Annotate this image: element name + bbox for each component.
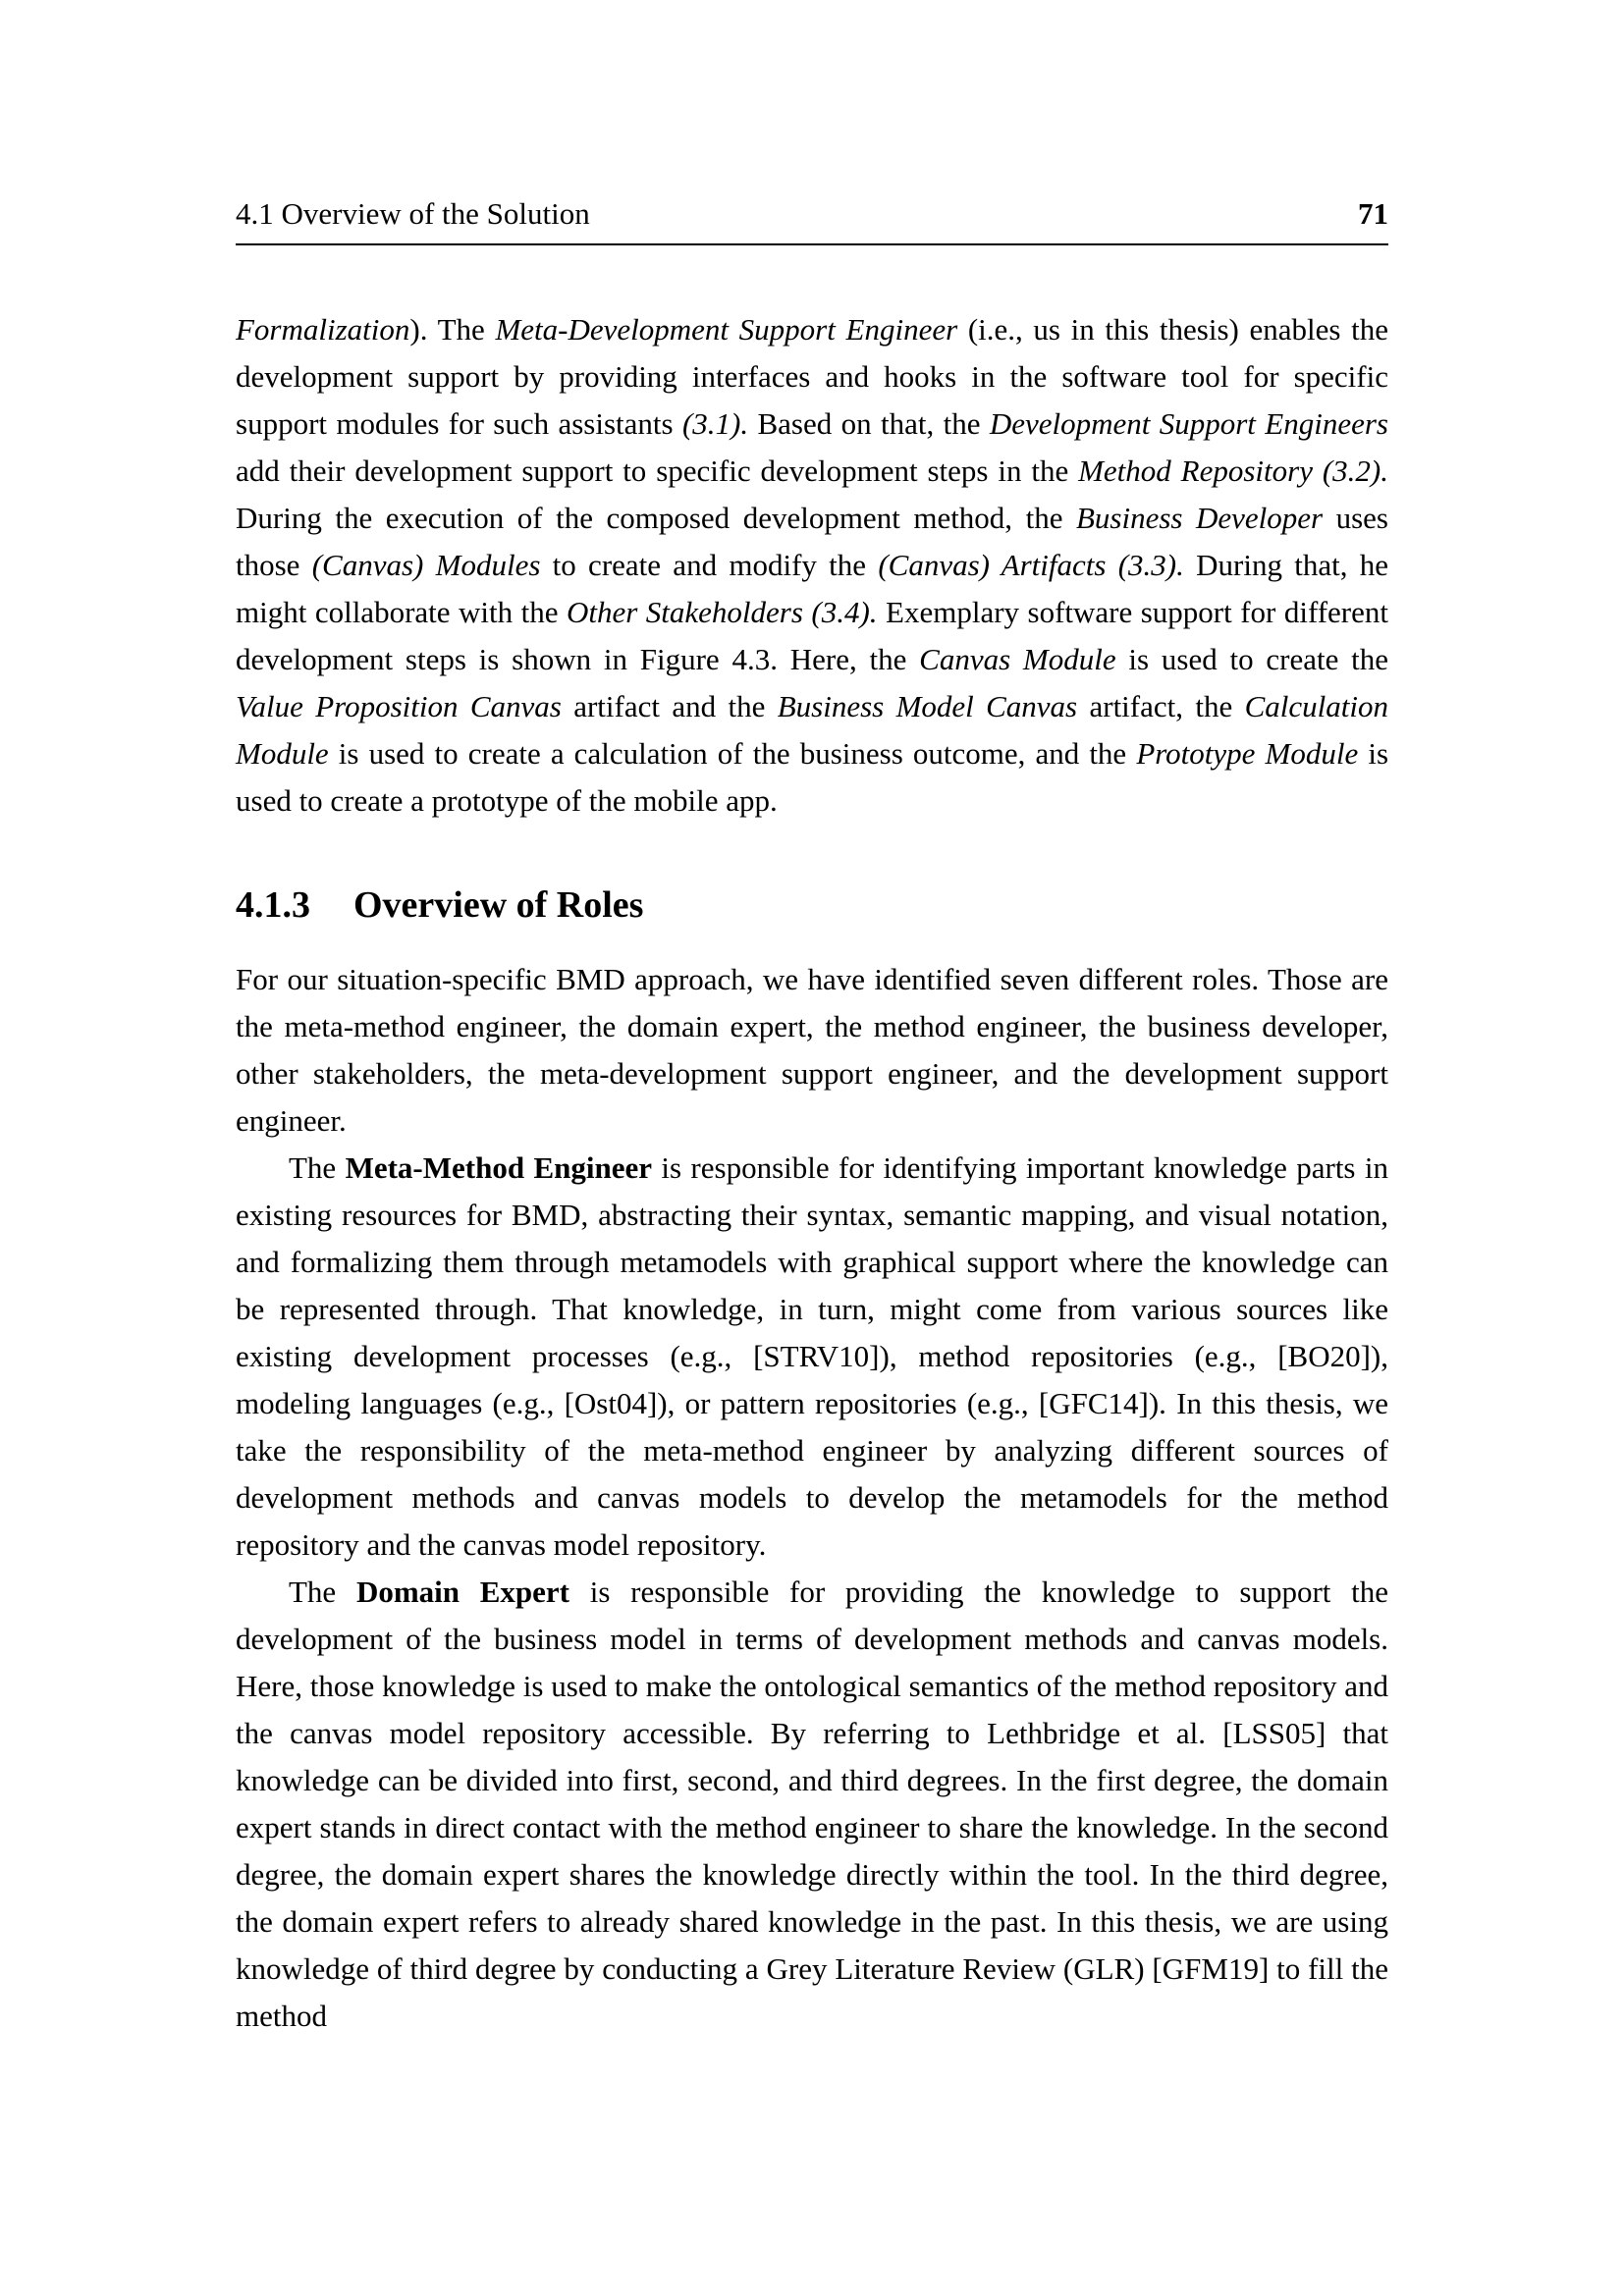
section-title: Overview of Roles [353,884,644,926]
page-body [236,306,1388,2040]
page-header [236,196,1388,232]
section-number: 4.1.3 [236,884,310,926]
paragraph-formalization: Formalization). The Meta-Development Support Engineer (i.e., us in this thesis) enables the development support by providing interfaces and hooks in the software tool for specific support modules for such assistants (3.1). Based on that, the Development Support Engineers add their development support to specific development steps in the Method Repository (3.2). During the execution of the composed development method, the Business Developer uses those (Canvas) Modules to create and modify the (Canvas) Artifacts (3.3). During that, he might collaborate with the Other Stakeholders (3.4). Exemplary software support for different development steps is shown in Figure 4.3. Here, the Canvas Module is used to create the Value Proposition Canvas artifact and the Business Model Canvas artifact, the Calculation Module is used to create a calculation of the business outcome, and the Prototype Module is used to create a prototype of the mobile app. [236,312,1389,818]
paragraph-domain-expert: The Domain Expert is responsible for providing the knowledge to support the development of the business model in terms of development methods and canvas models. Here, those knowledge is used to make the ontological semantics of the method repository and the canvas model repository accessible. By referring to Lethbridge et al. [LSS05] that knowledge can be divided into first, second, and third degrees. In the first degree, the domain expert stands in direct contact with the method engineer to share the knowledge. In the second degree, the domain expert shares the knowledge directly within the tool. In the third degree, the domain expert refers to already shared knowledge in the past. In this thesis, we are using knowledge of third degree by conducting a Grey Literature Review (GLR) [GFM19] to fill the method [236,1575,1389,2033]
paragraph-roles-intro: For our situation-specific BMD approach, we have identified seven different roles. Those are the meta-method engineer, the domain expert, the method engineer, the business developer, other stakeholders, the meta-development support engineer, and the development support engineer. [236,962,1388,1138]
paragraph-meta-method-engineer: The Meta-Method Engineer is responsible for identifying important knowledge parts in existing resources for BMD, abstracting their syntax, semantic mapping, and visual notation, and formalizing them through metamodels with graphical support where the knowledge can be represented through. That knowledge, in turn, might come from various sources like existing development processes (e.g., [STRV10]), method repositories (e.g., [BO20]), modeling languages (e.g., [Ost04]), or pattern repositories (e.g., [GFC14]). In this thesis, we take the responsibility of the meta-method engineer by analyzing different sources of development methods and canvas models to develop the metamodels for the method repository and the canvas model repository. [236,1150,1388,1562]
section-heading [236,883,1388,927]
header-rule [236,243,1388,245]
running-header-title: 4.1 Overview of the Solution [236,196,590,231]
page-number: 71 [1358,196,1388,231]
